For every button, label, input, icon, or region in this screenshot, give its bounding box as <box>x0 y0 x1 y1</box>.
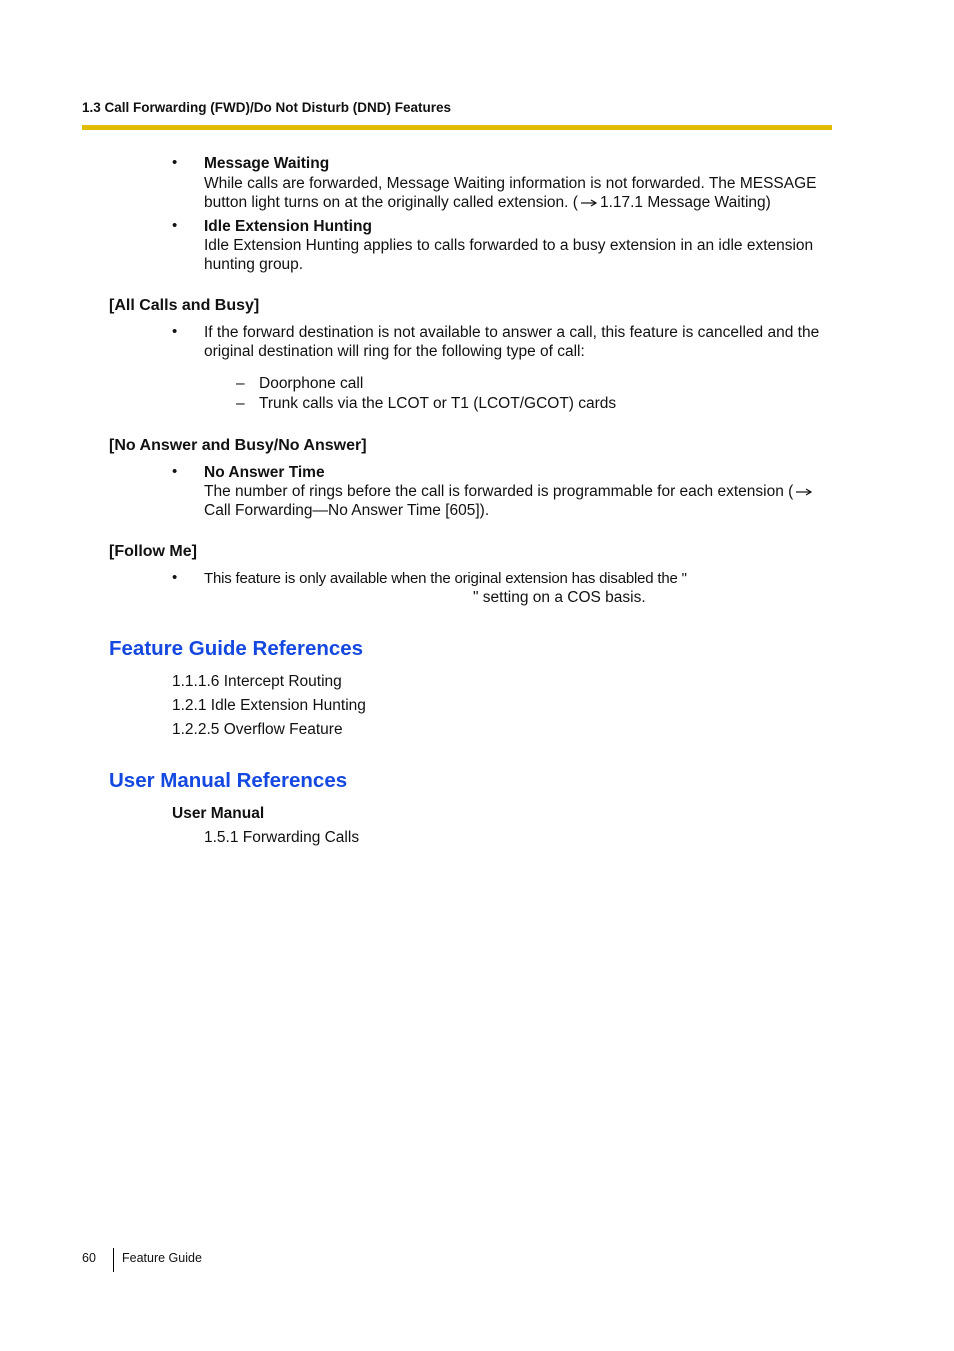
running-header: 1.3 Call Forwarding (FWD)/Do Not Disturb (DND) Features <box>82 100 452 115</box>
no-answer-time-title: No Answer Time <box>204 464 325 481</box>
user-manual-references-heading: User Manual References <box>109 769 348 792</box>
list-item: Doorphone call <box>259 375 364 392</box>
message-waiting-text-line2 <box>204 193 771 212</box>
no-answer-heading: [No Answer and Busy/No Answer] <box>109 437 367 454</box>
footer-label: Feature Guide <box>122 1251 202 1265</box>
all-calls-busy-heading: [All Calls and Busy] <box>109 297 260 314</box>
reference-link[interactable]: 1.5.1 Forwarding Calls <box>204 829 360 846</box>
dash-marker: – <box>236 375 245 392</box>
bullet-marker: • <box>172 463 178 480</box>
message-waiting-text-pre: button light turns on at the originally called extension. ( <box>204 194 578 211</box>
dash-marker: – <box>236 395 245 412</box>
list-item: Trunk calls via the LCOT or T1 (LCOT/GCOT) cards <box>259 395 617 412</box>
bullet-marker: • <box>172 569 178 586</box>
message-waiting-text-line1: While calls are forwarded, Message Waiting information is not forwarded. The MESSAGE <box>204 175 817 192</box>
idle-hunting-text-line2: hunting group. <box>204 256 304 273</box>
follow-me-text-line2: " setting on a COS basis. <box>473 589 646 606</box>
reference-link[interactable]: 1.2.1 Idle Extension Hunting <box>172 697 366 714</box>
footer-divider <box>113 1248 114 1272</box>
feature-guide-references-heading: Feature Guide References <box>109 637 364 660</box>
bullet-marker: • <box>172 323 178 340</box>
all-calls-busy-text-line2: original destination will ring for the following type of call: <box>204 343 585 360</box>
user-manual-label: User Manual <box>172 805 265 822</box>
idle-hunting-title: Idle Extension Hunting <box>204 218 372 235</box>
follow-me-heading: [Follow Me] <box>109 543 197 560</box>
no-answer-xref[interactable]: Call Forwarding—No Answer Time [605]). <box>204 502 490 519</box>
bullet-marker: • <box>172 154 178 171</box>
no-answer-text-pre: The number of rings before the call is forwarded is programmable for each extension ( <box>204 483 794 500</box>
message-waiting-title: Message Waiting <box>204 155 330 172</box>
header-rule <box>82 125 832 130</box>
idle-hunting-text-line1: Idle Extension Hunting applies to calls forwarded to a busy extension in an idle extension <box>204 237 814 254</box>
reference-link[interactable]: 1.2.2.5 Overflow Feature <box>172 721 343 738</box>
bullet-marker: • <box>172 217 178 234</box>
follow-me-text-line1: This feature is only available when the original extension has disabled the " <box>204 570 687 587</box>
right-arrow-icon <box>581 199 597 207</box>
page-number: 60 <box>82 1251 96 1265</box>
no-answer-text-line1 <box>204 482 815 501</box>
reference-link[interactable]: 1.1.1.6 Intercept Routing <box>172 673 342 690</box>
message-waiting-xref[interactable]: 1.17.1 Message Waiting) <box>599 194 771 211</box>
right-arrow-icon <box>796 488 812 496</box>
all-calls-busy-text-line1: If the forward destination is not available to answer a call, this feature is cancelled and the <box>204 324 820 341</box>
